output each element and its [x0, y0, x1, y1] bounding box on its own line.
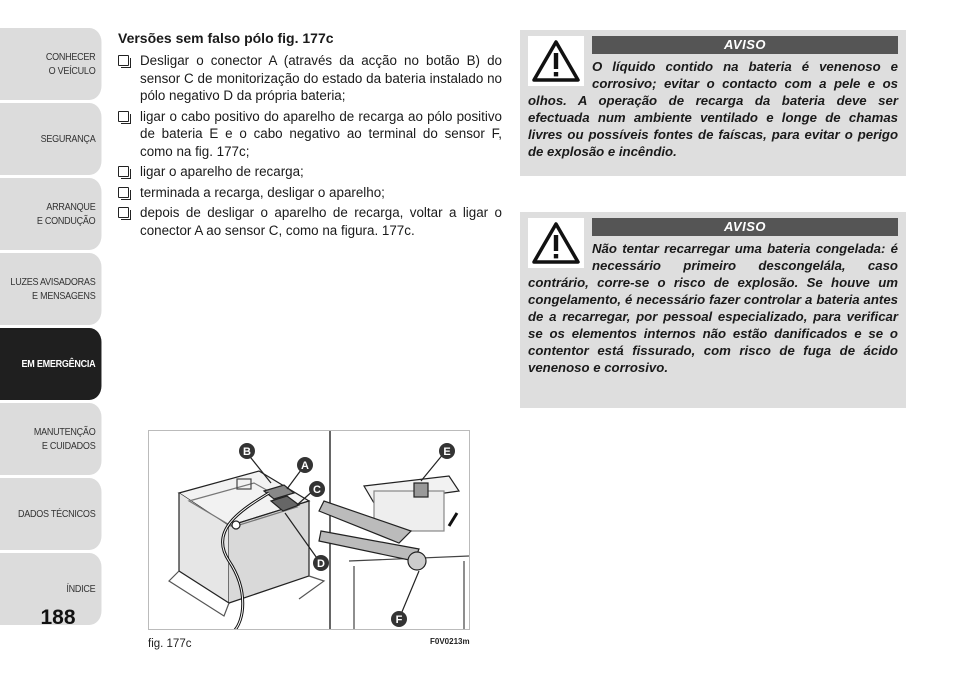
checkbox-bullet-icon	[118, 187, 129, 198]
page-number: 188	[40, 606, 76, 629]
tab-em-emergencia[interactable]: EM EMERGÊNCIA	[0, 328, 101, 400]
figure-caption: fig. 177c	[148, 638, 192, 650]
tab-arranque-e-conducao[interactable]: ARRANQUE E CONDUÇÃO	[0, 178, 101, 250]
battery-diagram	[149, 431, 470, 630]
checkbox-bullet-icon	[118, 166, 129, 177]
chapter-sidebar	[0, 28, 102, 628]
warning-banner: AVISO	[592, 36, 898, 54]
instruction-list	[118, 52, 502, 239]
list-item: depois de desligar o aparelho de recarga, voltar a ligar o conector A ao sensor C, como na figura. 177c.	[118, 204, 502, 239]
warning-triangle-icon	[528, 218, 584, 268]
checkbox-bullet-icon	[118, 207, 129, 218]
section-title: Versões sem falso pólo fig. 177c	[118, 30, 334, 46]
tab-manutencao-e-cuidados[interactable]: MANUTENÇÃO E CUIDADOS	[0, 403, 101, 475]
checkbox-bullet-icon	[118, 111, 129, 122]
warning-box-frozen-battery	[520, 212, 906, 408]
callout-C	[309, 481, 325, 497]
warning-text: Não tentar recarregar uma bateria congelada: é necessário primeiro descongelála, caso contrário, corre-se o risco de explosão. Se houve um congelamento, é necessário fazer controlar a bateria antes de a recarregar, por pessoal especializado, para verificar se os elementos internos não estão danificados e se o contentor está fissurado, com risco de fuga de ácido venenoso e corrosivo.	[528, 241, 898, 375]
tab-seguranca[interactable]: SEGURANÇA	[0, 103, 101, 175]
callout-D	[313, 555, 329, 571]
svg-text:C: C	[313, 484, 321, 496]
svg-text:D: D	[317, 558, 325, 570]
warning-triangle-icon	[528, 36, 584, 86]
svg-text:B: B	[243, 446, 251, 458]
tab-dados-tecnicos[interactable]: DADOS TÉCNICOS	[0, 478, 101, 550]
checkbox-bullet-icon	[118, 55, 129, 66]
callout-B	[239, 443, 255, 459]
battery-right-drawing	[319, 453, 469, 630]
svg-text:F: F	[395, 614, 403, 626]
list-item: ligar o cabo positivo do aparelho de recarga ao pólo positivo de bateria E e o cabo negativo ao terminal do sensor F, como na fig. 177c;	[118, 108, 502, 161]
svg-text:A: A	[301, 460, 309, 472]
callout-F	[391, 611, 407, 627]
warning-text: O líquido contido na bateria é venenoso e corrosivo; evitar o contacto com a pele e os olhos. A operação de recarga da bateria deve ser efectuada num ambiente ventilado e longe de chamas livres ou possíveis fontes de faíscas, para evitar o perigo de explosão e incêndio.	[528, 59, 898, 159]
callout-A	[297, 457, 313, 473]
callout-E	[439, 443, 455, 459]
tab-indice[interactable]: ÍNDICE	[0, 553, 101, 625]
tab-conhecer-o-veiculo[interactable]: CONHECER O VEÍCULO	[0, 28, 101, 100]
figure-code: F0V0213m	[430, 637, 470, 646]
instructions-column	[118, 30, 502, 242]
svg-text:E: E	[443, 446, 451, 458]
list-item: terminada a recarga, desligar o aparelho;	[118, 184, 502, 202]
battery-charging-illustration	[148, 430, 470, 630]
warning-box-battery-liquid	[520, 30, 906, 176]
tab-luzes-avisadoras[interactable]: LUZES AVISADORAS E MENSAGENS	[0, 253, 101, 325]
list-item: ligar o aparelho de recarga;	[118, 163, 502, 181]
battery-left-drawing	[169, 453, 324, 630]
list-item: Desligar o conector A (através da acção no botão B) do sensor C de monitorização do estado da bateria instalado no pólo negativo D da própria bateria;	[118, 52, 502, 105]
warning-banner: AVISO	[592, 218, 898, 236]
